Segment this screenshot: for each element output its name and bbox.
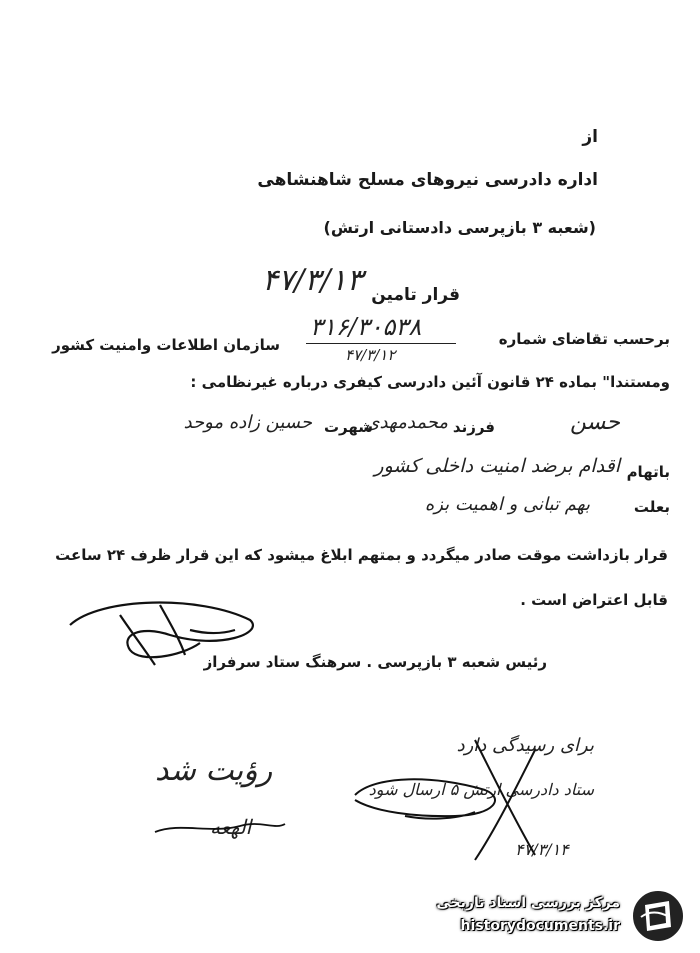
accused-first-name: حسن xyxy=(570,410,620,435)
charge-handwritten: اقدام برضد امنیت داخلی کشور xyxy=(374,455,620,477)
referral-note-line2: ستاد دادرسی ارتش ۵ ارسال شود xyxy=(368,780,594,799)
seen-note: رؤیت شد xyxy=(155,753,273,788)
order-date-handwritten: ۴۷/۳/۱۳ xyxy=(262,263,363,298)
signer-title: رئیس شعبه ۳ بازپرسی . سرهنگ ستاد سرفراز xyxy=(203,653,547,671)
legal-basis-text: ومستندا" بماده ۲۴ قانون آئین دادرسی کیفری درباره غیرنظامی : xyxy=(190,373,670,391)
order-title: قرار تامین xyxy=(371,285,460,305)
seen-signature-scribble xyxy=(150,812,290,842)
watermark xyxy=(410,885,695,947)
referral-note-date: ۴۷/۳/۱۴ xyxy=(515,840,569,859)
surname-handwritten: حسین زاده موحد xyxy=(183,412,312,433)
child-of-label: فرزند xyxy=(452,418,495,436)
reason-label: بعلت xyxy=(633,498,670,516)
request-date-handwritten: ۴۷/۳/۱۲ xyxy=(345,346,396,364)
reason-handwritten: بهم تبانی و اهمیت بزه xyxy=(424,494,590,515)
branch-subtitle: (شعبه ۳ بازپرسی دادستانی ارتش) xyxy=(323,218,596,237)
watermark-logo-icon xyxy=(629,887,687,945)
request-text: برحسب تقاضای شماره xyxy=(498,330,670,348)
watermark-name: مرکز بررسی اسناد تاریخی xyxy=(436,895,620,911)
organization-title: اداره دادرسی نیروهای مسلح شاهنشاهی xyxy=(257,170,598,190)
seen-signature-name: الهعه xyxy=(210,815,252,839)
father-name: محمدمهدی xyxy=(365,412,448,433)
from-label: از xyxy=(582,127,598,147)
requesting-organization: سازمان اطلاعات وامنیت کشور xyxy=(52,336,280,354)
charge-label: باتهام xyxy=(626,463,670,481)
request-underline xyxy=(306,343,456,344)
watermark-url: historydocuments.ir xyxy=(460,918,620,934)
request-number-handwritten: ۳۱۶/۳۰۵۳۸ xyxy=(310,313,422,341)
appeal-text: قابل اعتراض است . xyxy=(520,591,668,609)
referral-signature xyxy=(345,720,605,870)
referral-note-line1: برای رسیدگی دارد xyxy=(456,735,594,756)
decision-text: قرار بازداشت موقت صادر میگردد و بمتهم ابلاغ میشود که این قرار ظرف ۲۴ ساعت xyxy=(55,546,668,564)
surname-label: شهرت xyxy=(323,418,373,436)
